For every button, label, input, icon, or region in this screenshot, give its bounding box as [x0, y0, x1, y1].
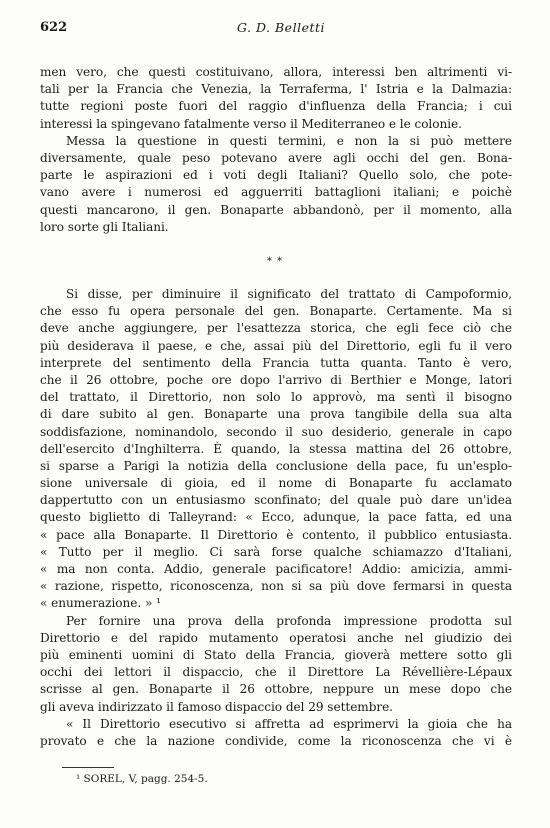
text-line: « ma non conta. Addio, generale pacificatore! Addio: amicizia, ammi-	[40, 562, 512, 576]
text-line: diversamente, quale peso potevano avere agli occhi del gen. Bona-	[40, 150, 512, 165]
text-line: « enumerazione. » ¹	[40, 596, 161, 611]
text-line: questo biglietto di Talleyrand: « Ecco, adunque, la pace fatta, ed una	[40, 510, 512, 525]
paragraph-block-2	[40, 286, 512, 750]
text-line: men vero, che questi costituivano, allora, interessi ben altrimenti vi-	[40, 65, 512, 79]
text-line: interessi la spingevano fatalmente verso il Mediterraneo e le colonie.	[40, 116, 462, 131]
text-line: soddisfazione, nominandolo, secondo il suo desiderio, generale in capo	[40, 424, 512, 439]
text-line: del trattato, il Direttorio, non solo lo approvò, ma sentì il bisogno	[40, 390, 512, 405]
text-line: scrisse al gen. Bonaparte il 26 ottobre, neppure un mese dopo che	[40, 682, 512, 697]
text-line: gli aveva indirizzato il famoso dispaccio del 29 settembre.	[40, 699, 394, 714]
text-line: occhi dei lettori il dispaccio, che il Direttore La Révellière-Lépaux	[40, 665, 512, 680]
text-line: Direttorio e del rapido mutamento operatosi anche nel giudizio dei	[40, 630, 512, 645]
text-line: « pace alla Bonaparte. Il Direttorio è contento, il pubblico entusiasta.	[40, 527, 512, 542]
text-line: più eminenti uomini di Stato della Francia, gioverà mettere sotto gli	[40, 647, 512, 662]
paragraph-block-1	[40, 64, 512, 236]
text-line: si sparse a Parigi la notizia della conclusione della pace, fu un'esplo-	[40, 458, 512, 473]
text-line: di dare subito al gen. Bonaparte una prova tangibile della sua alta	[40, 407, 512, 422]
text-line: dappertutto con un entusiasmo sconfinato; del quale può dare un'idea	[40, 493, 512, 508]
text-line: tutte regioni poste fuori del raggio d'influenza della Francia; i cui	[40, 99, 512, 114]
text-line: deve anche aggiungere, per l'esattezza storica, che egli fece ciò che	[40, 321, 512, 336]
text-line: sione universale di gioia, ed il nome di Bonaparte fu acclamato	[40, 476, 512, 491]
text-line: interprete del sentimento della Francia tutta quanta. Tanto è vero,	[40, 355, 512, 370]
text-line: dell'esercito d'Inghilterra. È quando, la stessa mattina del 26 ottobre,	[40, 441, 512, 456]
footnote: ¹ SOREL, V, pagg. 254-5.	[76, 773, 208, 785]
running-head: G. D. Belletti	[236, 20, 326, 35]
text-line: questi mancarono, il gen. Bonaparte abbandonò, per il momento, alla	[40, 202, 512, 217]
footnote-rule	[62, 767, 114, 768]
text-line: « Il Direttorio esecutivo si affretta ad esprimervi la gioia che ha	[66, 716, 512, 731]
text-line: provato e che la nazione condivide, come la riconoscenza che vi è	[40, 733, 512, 748]
text-line: parte le aspirazioni ed i voti degli Italiani? Quello solo, che pote-	[40, 168, 512, 183]
section-separator: * *	[266, 256, 284, 267]
text-line: più desiderava il paese, e che, assai più del Direttorio, egli fu il vero	[40, 338, 512, 353]
text-line: « razione, rispetto, riconoscenza, non si sa più dove fermarsi in questa	[40, 579, 512, 594]
page-number: 622	[40, 20, 68, 35]
text-line: che esso fu opera personale del gen. Bonaparte. Certamente. Ma si	[40, 304, 512, 319]
text-line: « Tutto per il meglio. Ci sarà forse qualche schiamazzo d'Italiani,	[40, 544, 512, 559]
text-line: tali per la Francia che Venezia, la Terraferma, l' Istria e la Dalmazia:	[40, 82, 512, 97]
page-header	[40, 20, 522, 38]
text-line: che il 26 ottobre, poche ore dopo l'arrivo di Berthier e Monge, latori	[40, 372, 512, 387]
text-line: Si disse, per diminuire il significato del trattato di Campoformio,	[66, 287, 512, 301]
text-line: vano avere i numerosi ed agguerriti battaglioni italiani; e poichè	[40, 185, 512, 200]
text-line: loro sorte gli Italiani.	[40, 219, 169, 234]
text-line: Per fornire una prova della profonda impressione prodotta sul	[66, 613, 512, 628]
text-line: Messa la questione in questi termini, e non la si può mettere	[66, 133, 512, 148]
